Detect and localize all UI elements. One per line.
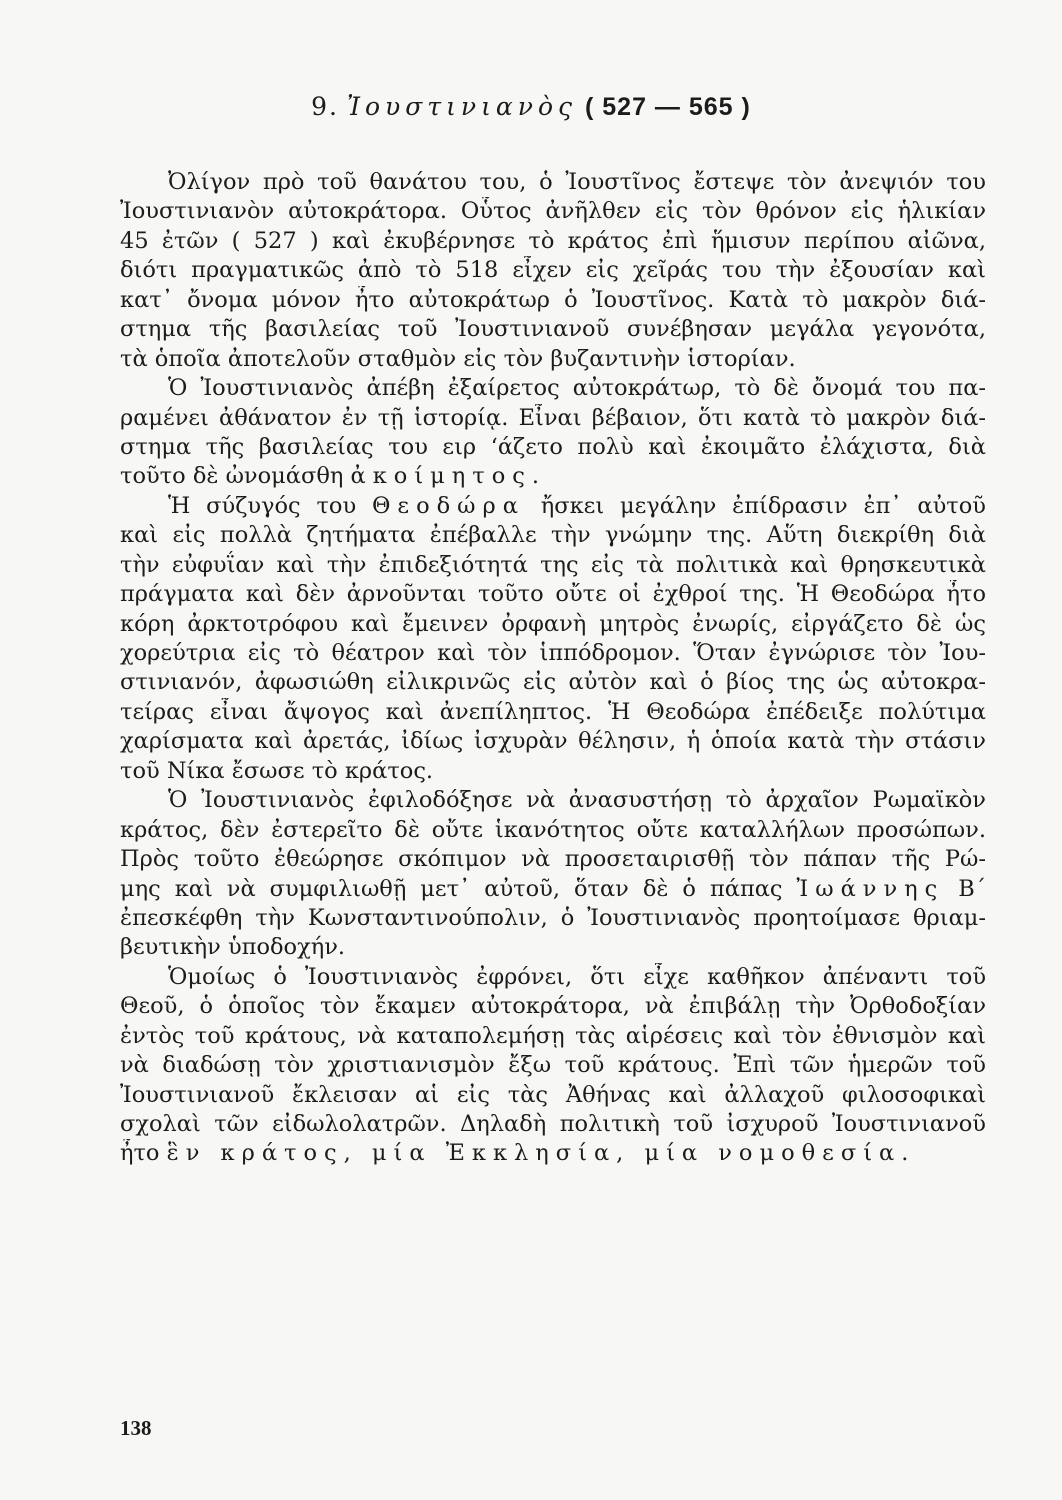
text-line (120, 256, 986, 285)
text-line (120, 404, 986, 433)
line-text: στημα τῆς βασιλείας τοῦ Ἰουστινιανοῦ συνέβησαν μεγάλα γεγονότα, (120, 316, 986, 343)
text-line (120, 816, 986, 845)
line-text: κράτος, δὲν ἐστερεῖτο δὲ οὔτε ἱκανότητος οὔτε καταλλήλων προσώπων. (120, 816, 986, 843)
text-line (120, 698, 986, 727)
text-line (120, 168, 986, 197)
line-text: τὰ ὁποῖα ἀποτελοῦν σταθμὸν εἰς τὸν βυζαντινὴν ἱστορίαν. (120, 345, 796, 372)
text-line (120, 1051, 986, 1080)
line-text: ἦτο (120, 1140, 167, 1167)
text-line (120, 197, 986, 226)
line-text: Ὁ Ἰουστινιανὸς ἐφιλοδόξησε νὰ ἀνασυστήσῃ τὸ ἀρχαῖον Ρωμαϊκὸν (168, 787, 986, 814)
text-line (120, 1110, 986, 1139)
line-text: στημα τῆς βασιλείας του ειρ ‘άζετο πολὺ καὶ ἐκοιμᾶτο ἐλάχιστα, διὰ (120, 433, 986, 460)
line-text: χορεύτρια εἰς τὸ θέατρον καὶ τὸν ἱππόδρομον. Ὅταν ἐγνώρισε τὸν Ἰου- (120, 640, 986, 666)
line-text: διότι πραγματικῶς ἀπὸ τὸ 518 εἶχεν εἰς χεῖράς του τὴν ἐξουσίαν καὶ (120, 257, 986, 284)
line-text: χαρίσματα καὶ ἀρετάς, ἰδίως ἰσχυρὰν θέλησιν, ἡ ὁποία κατὰ τὴν στάσιν (120, 728, 986, 755)
spaced-emphasis: ἓν κράτος, μία Ἐκκλησία, μία νομοθεσία. (166, 1140, 916, 1167)
text-line (120, 875, 986, 904)
text-line (120, 227, 986, 256)
line-text: 45 ἐτῶν ( 527 ) καὶ ἐκυβέρνησε τὸ κράτος ἐπὶ ἥμισυν περίπου αἰῶνα, (120, 227, 986, 254)
line-text: Ἰουστινιανοῦ ἔκλεισαν αἱ εἰς τὰς Ἀθήνας καὶ ἀλλαχοῦ φιλοσοφικαὶ (120, 1081, 986, 1108)
line-text: Ὀλίγον πρὸ τοῦ θανάτου του, ὁ Ἰουστῖνος ἔστεψε τὸν ἀνεψιόν του (168, 169, 986, 195)
text-line (120, 374, 986, 403)
text-line (120, 1139, 986, 1168)
text-line (120, 462, 986, 491)
text-line (120, 521, 986, 550)
section-title: Ἰουστινιανὸς (346, 92, 578, 121)
line-text: Ὁμοίως ὁ Ἰουστινιανὸς ἐφρόνει, ὅτι εἶχε καθῆκον ἀπέναντι τοῦ (168, 963, 986, 990)
text-line (120, 668, 986, 697)
line-text: ἐπεσκέφθη τὴν Κωνσταντινούπολιν, ὁ Ἰουστινιανὸς προητοίμασε θριαμ- (120, 904, 986, 931)
text-line (120, 786, 986, 815)
text-line (120, 933, 986, 962)
text-line (120, 345, 986, 374)
text-line (120, 433, 986, 462)
line-text: Θεοῦ, ὁ ὁποῖος τὸν ἔκαμεν αὐτοκράτορα, νὰ ἐπιβάλῃ τὴν Ὀρθοδοξίαν (120, 993, 986, 1020)
text-line (120, 1081, 986, 1110)
line-text: τοῦ Νίκα ἔσωσε τὸ κράτος. (120, 757, 434, 784)
line-text: τοῦτο δὲ ὠνομάσθη (120, 463, 351, 490)
text-line (120, 845, 986, 874)
line-text: ἤσκει μεγάλην ἐπίδρασιν ἐπ᾽ αὐτοῦ (524, 492, 986, 519)
text-line (120, 904, 986, 933)
text-line (120, 492, 986, 521)
line-text: μης καὶ νὰ συμφιλιωθῇ μετ᾽ αὐτοῦ, ὅταν δὲ ὁ πάπας (120, 875, 797, 902)
section-heading (0, 92, 1062, 122)
text-line (120, 315, 986, 344)
section-years: ( 527 — 565 ) (585, 93, 751, 121)
page-number: 138 (120, 1416, 152, 1440)
text-line (120, 610, 986, 639)
line-text: βευτικὴν ὑποδοχήν. (120, 934, 346, 961)
text-line (120, 992, 986, 1021)
line-text: Β΄ (944, 875, 986, 902)
text-line (120, 580, 986, 609)
line-text: Ἡ σύζυγός του (168, 492, 372, 519)
line-text: Πρὸς τοῦτο ἐθεώρησε σκόπιμον νὰ προσεταιρισθῇ τὸν πάπαν τῆς Ρώ- (120, 846, 986, 873)
text-line (120, 727, 986, 756)
text-line (120, 286, 986, 315)
line-text: πράγματα καὶ δὲν ἀρνοῦνται τοῦτο οὔτε οἱ ἐχθροί της. Ἡ Θεοδώρα ἦτο (120, 581, 986, 608)
spaced-emphasis: Ἰωάννης (796, 875, 945, 902)
spaced-emphasis: Θεοδώρα (371, 492, 525, 519)
line-text: ραμένει ἀθάνατον ἐν τῇ ἱστορίᾳ. Εἶναι βέβαιον, ὅτι κατὰ τὸ μακρὸν διά- (120, 404, 986, 431)
body-text (120, 168, 986, 1169)
line-text: κόρη ἀρκτοτρόφου καὶ ἔμεινεν ὀρφανὴ μητρὸς ἐνωρίς, εἰργάζετο δὲ ὡς (120, 610, 986, 637)
spaced-emphasis: ἀκοίμητος. (350, 463, 546, 490)
line-text: Ὁ Ἰουστινιανὸς ἀπέβη ἐξαίρετος αὐτοκράτωρ, τὸ δὲ ὄνομά του πα- (168, 375, 986, 402)
section-number: 9. (311, 92, 339, 121)
line-text: τὴν εὐφυΐαν καὶ τὴν ἐπιδεξιότητά της εἰς τὰ πολιτικὰ καὶ θρησκευτικὰ (120, 551, 986, 578)
line-text: στινιανόν, ἀφωσιώθη εἰλικρινῶς εἰς αὐτὸν καὶ ὁ βίος της ὡς αὐτοκρα- (120, 669, 986, 696)
text-line (120, 639, 986, 668)
line-text: νὰ διαδώσῃ τὸν χριστιανισμὸν ἔξω τοῦ κράτους. Ἐπὶ τῶν ἡμερῶν τοῦ (120, 1052, 986, 1079)
text-line (120, 551, 986, 580)
line-text: καὶ εἰς πολλὰ ζητήματα ἐπέβαλλε τὴν γνώμην της. Αὕτη διεκρίθη διὰ (120, 522, 986, 549)
line-text: τείρας εἶναι ἄψογος καὶ ἀνεπίληπτος. Ἡ Θεοδώρα ἐπέδειξε πολύτιμα (120, 698, 986, 725)
text-line (120, 1022, 986, 1051)
line-text: σχολαὶ τῶν εἰδωλολατρῶν. Δηλαδὴ πολιτικὴ τοῦ ἰσχυροῦ Ἰουστινιανοῦ (120, 1111, 986, 1137)
line-text: Ἰουστινιανὸν αὐτοκράτορα. Οὗτος ἀνῆλθεν εἰς τὸν θρόνον εἰς ἡλικίαν (120, 198, 986, 225)
line-text: κατ᾽ ὄνομα μόνον ἦτο αὐτοκράτωρ ὁ Ἰουστῖνος. Κατὰ τὸ μακρὸν διά- (120, 286, 986, 313)
text-line (120, 757, 986, 786)
line-text: ἐντὸς τοῦ κράτους, νὰ καταπολεμήσῃ τὰς αἱρέσεις καὶ τὸν ἐθνισμὸν καὶ (120, 1022, 986, 1049)
text-line (120, 963, 986, 992)
